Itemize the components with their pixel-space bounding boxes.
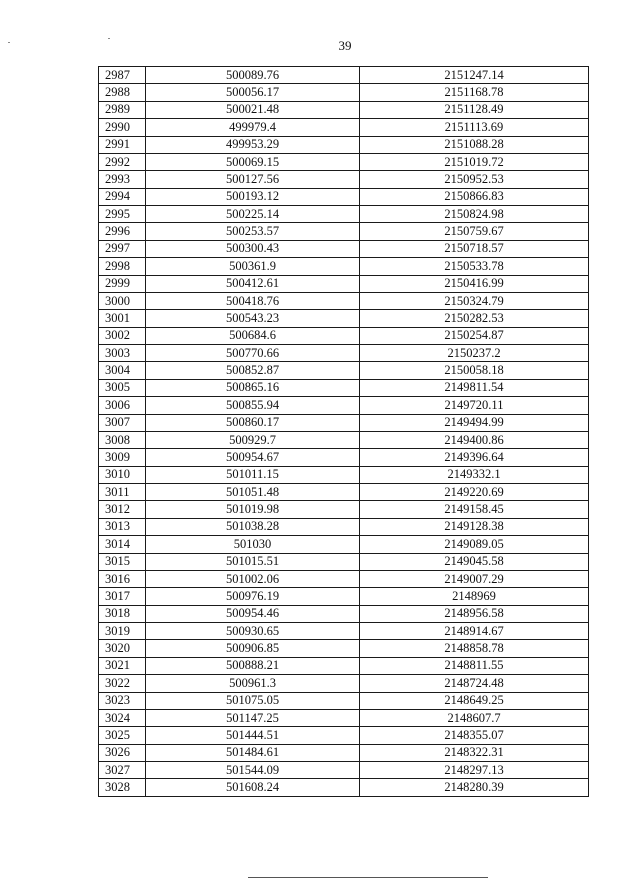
y-coordinate-cell: 2150282.53 bbox=[360, 310, 589, 327]
x-coordinate-cell: 500225.14 bbox=[146, 206, 360, 223]
x-coordinate-cell: 500930.65 bbox=[146, 623, 360, 640]
row-index-cell: 3013 bbox=[99, 518, 146, 535]
y-coordinate-cell: 2148607.7 bbox=[360, 709, 589, 726]
table-row bbox=[99, 762, 589, 779]
row-index-cell: 3017 bbox=[99, 588, 146, 605]
table-row bbox=[99, 188, 589, 205]
x-coordinate-cell: 499953.29 bbox=[146, 136, 360, 153]
coordinates-table-container bbox=[98, 66, 589, 797]
row-index-cell: 3019 bbox=[99, 623, 146, 640]
table-row bbox=[99, 692, 589, 709]
table-row bbox=[99, 101, 589, 118]
row-index-cell: 2995 bbox=[99, 206, 146, 223]
y-coordinate-cell: 2148969 bbox=[360, 588, 589, 605]
x-coordinate-cell: 500855.94 bbox=[146, 397, 360, 414]
y-coordinate-cell: 2149007.29 bbox=[360, 570, 589, 587]
x-coordinate-cell: 500852.87 bbox=[146, 362, 360, 379]
table-row bbox=[99, 397, 589, 414]
y-coordinate-cell: 2150866.83 bbox=[360, 188, 589, 205]
table-row bbox=[99, 588, 589, 605]
row-index-cell: 3004 bbox=[99, 362, 146, 379]
x-coordinate-cell: 500253.57 bbox=[146, 223, 360, 240]
y-coordinate-cell: 2148811.55 bbox=[360, 657, 589, 674]
row-index-cell: 2989 bbox=[99, 101, 146, 118]
x-coordinate-cell: 501075.05 bbox=[146, 692, 360, 709]
y-coordinate-cell: 2148914.67 bbox=[360, 623, 589, 640]
row-index-cell: 3005 bbox=[99, 379, 146, 396]
row-index-cell: 2987 bbox=[99, 67, 146, 84]
y-coordinate-cell: 2149396.64 bbox=[360, 449, 589, 466]
table-row bbox=[99, 536, 589, 553]
table-row bbox=[99, 206, 589, 223]
table-row bbox=[99, 570, 589, 587]
x-coordinate-cell: 501051.48 bbox=[146, 484, 360, 501]
y-coordinate-cell: 2151168.78 bbox=[360, 84, 589, 101]
x-coordinate-cell: 501011.15 bbox=[146, 466, 360, 483]
x-coordinate-cell: 500929.7 bbox=[146, 431, 360, 448]
row-index-cell: 3023 bbox=[99, 692, 146, 709]
table-row bbox=[99, 518, 589, 535]
y-coordinate-cell: 2148322.31 bbox=[360, 744, 589, 761]
table-row bbox=[99, 84, 589, 101]
x-coordinate-cell: 500021.48 bbox=[146, 101, 360, 118]
x-coordinate-cell: 500865.16 bbox=[146, 379, 360, 396]
row-index-cell: 3011 bbox=[99, 484, 146, 501]
table-row bbox=[99, 258, 589, 275]
row-index-cell: 2988 bbox=[99, 84, 146, 101]
y-coordinate-cell: 2149332.1 bbox=[360, 466, 589, 483]
table-row bbox=[99, 327, 589, 344]
x-coordinate-cell: 500089.76 bbox=[146, 67, 360, 84]
table-row bbox=[99, 431, 589, 448]
y-coordinate-cell: 2149400.86 bbox=[360, 431, 589, 448]
row-index-cell: 3015 bbox=[99, 553, 146, 570]
x-coordinate-cell: 500056.17 bbox=[146, 84, 360, 101]
x-coordinate-cell: 500418.76 bbox=[146, 292, 360, 309]
y-coordinate-cell: 2149158.45 bbox=[360, 501, 589, 518]
row-index-cell: 3021 bbox=[99, 657, 146, 674]
row-index-cell: 3009 bbox=[99, 449, 146, 466]
row-index-cell: 3001 bbox=[99, 310, 146, 327]
x-coordinate-cell: 500412.61 bbox=[146, 275, 360, 292]
y-coordinate-cell: 2151128.49 bbox=[360, 101, 589, 118]
table-row bbox=[99, 223, 589, 240]
x-coordinate-cell: 500954.46 bbox=[146, 605, 360, 622]
x-coordinate-cell: 500961.3 bbox=[146, 675, 360, 692]
table-row bbox=[99, 605, 589, 622]
x-coordinate-cell: 500860.17 bbox=[146, 414, 360, 431]
x-coordinate-cell: 501484.61 bbox=[146, 744, 360, 761]
y-coordinate-cell: 2148280.39 bbox=[360, 779, 589, 796]
y-coordinate-cell: 2150416.99 bbox=[360, 275, 589, 292]
y-coordinate-cell: 2150759.67 bbox=[360, 223, 589, 240]
row-index-cell: 3018 bbox=[99, 605, 146, 622]
x-coordinate-cell: 500543.23 bbox=[146, 310, 360, 327]
coordinates-table bbox=[98, 66, 589, 797]
y-coordinate-cell: 2149128.38 bbox=[360, 518, 589, 535]
x-coordinate-cell: 500069.15 bbox=[146, 153, 360, 170]
x-coordinate-cell: 500906.85 bbox=[146, 640, 360, 657]
table-row bbox=[99, 153, 589, 170]
x-coordinate-cell: 501002.06 bbox=[146, 570, 360, 587]
y-coordinate-cell: 2149720.11 bbox=[360, 397, 589, 414]
row-index-cell: 3010 bbox=[99, 466, 146, 483]
y-coordinate-cell: 2149220.69 bbox=[360, 484, 589, 501]
row-index-cell: 2991 bbox=[99, 136, 146, 153]
x-coordinate-cell: 501015.51 bbox=[146, 553, 360, 570]
table-row bbox=[99, 310, 589, 327]
page-number: 39 bbox=[338, 38, 352, 53]
x-coordinate-cell: 501019.98 bbox=[146, 501, 360, 518]
table-row bbox=[99, 553, 589, 570]
x-coordinate-cell: 500684.6 bbox=[146, 327, 360, 344]
table-row bbox=[99, 640, 589, 657]
y-coordinate-cell: 2151088.28 bbox=[360, 136, 589, 153]
table-row bbox=[99, 709, 589, 726]
y-coordinate-cell: 2148297.13 bbox=[360, 762, 589, 779]
table-row bbox=[99, 466, 589, 483]
row-index-cell: 3028 bbox=[99, 779, 146, 796]
y-coordinate-cell: 2150952.53 bbox=[360, 171, 589, 188]
y-coordinate-cell: 2149494.99 bbox=[360, 414, 589, 431]
row-index-cell: 3025 bbox=[99, 727, 146, 744]
y-coordinate-cell: 2150824.98 bbox=[360, 206, 589, 223]
table-row bbox=[99, 379, 589, 396]
y-coordinate-cell: 2150058.18 bbox=[360, 362, 589, 379]
x-coordinate-cell: 501147.25 bbox=[146, 709, 360, 726]
y-coordinate-cell: 2150254.87 bbox=[360, 327, 589, 344]
row-index-cell: 3014 bbox=[99, 536, 146, 553]
x-coordinate-cell: 501038.28 bbox=[146, 518, 360, 535]
x-coordinate-cell: 500954.67 bbox=[146, 449, 360, 466]
row-index-cell: 3007 bbox=[99, 414, 146, 431]
x-coordinate-cell: 500127.56 bbox=[146, 171, 360, 188]
table-row bbox=[99, 171, 589, 188]
row-index-cell: 2999 bbox=[99, 275, 146, 292]
y-coordinate-cell: 2148858.78 bbox=[360, 640, 589, 657]
footer-rule bbox=[248, 877, 488, 878]
y-coordinate-cell: 2149045.58 bbox=[360, 553, 589, 570]
y-coordinate-cell: 2148724.48 bbox=[360, 675, 589, 692]
table-row bbox=[99, 345, 589, 362]
row-index-cell: 2994 bbox=[99, 188, 146, 205]
table-row bbox=[99, 414, 589, 431]
table-row bbox=[99, 779, 589, 796]
x-coordinate-cell: 500193.12 bbox=[146, 188, 360, 205]
table-row bbox=[99, 362, 589, 379]
row-index-cell: 3024 bbox=[99, 709, 146, 726]
row-index-cell: 2993 bbox=[99, 171, 146, 188]
table-row bbox=[99, 119, 589, 136]
y-coordinate-cell: 2151247.14 bbox=[360, 67, 589, 84]
row-index-cell: 3003 bbox=[99, 345, 146, 362]
row-index-cell: 3008 bbox=[99, 431, 146, 448]
x-coordinate-cell: 500361.9 bbox=[146, 258, 360, 275]
row-index-cell: 3000 bbox=[99, 292, 146, 309]
row-index-cell: 3012 bbox=[99, 501, 146, 518]
row-index-cell: 2992 bbox=[99, 153, 146, 170]
row-index-cell: 2990 bbox=[99, 119, 146, 136]
table-row bbox=[99, 67, 589, 84]
table-row bbox=[99, 623, 589, 640]
row-index-cell: 2997 bbox=[99, 240, 146, 257]
y-coordinate-cell: 2150324.79 bbox=[360, 292, 589, 309]
x-coordinate-cell: 501444.51 bbox=[146, 727, 360, 744]
table-row bbox=[99, 727, 589, 744]
y-coordinate-cell: 2149089.05 bbox=[360, 536, 589, 553]
y-coordinate-cell: 2150237.2 bbox=[360, 345, 589, 362]
y-coordinate-cell: 2151019.72 bbox=[360, 153, 589, 170]
table-row bbox=[99, 275, 589, 292]
x-coordinate-cell: 499979.4 bbox=[146, 119, 360, 136]
row-index-cell: 3020 bbox=[99, 640, 146, 657]
y-coordinate-cell: 2148956.58 bbox=[360, 605, 589, 622]
row-index-cell: 2996 bbox=[99, 223, 146, 240]
y-coordinate-cell: 2149811.54 bbox=[360, 379, 589, 396]
table-row bbox=[99, 484, 589, 501]
y-coordinate-cell: 2151113.69 bbox=[360, 119, 589, 136]
row-index-cell: 3016 bbox=[99, 570, 146, 587]
row-index-cell: 3006 bbox=[99, 397, 146, 414]
x-coordinate-cell: 501608.24 bbox=[146, 779, 360, 796]
table-row bbox=[99, 657, 589, 674]
table-row bbox=[99, 449, 589, 466]
y-coordinate-cell: 2148649.25 bbox=[360, 692, 589, 709]
table-row bbox=[99, 744, 589, 761]
row-index-cell: 3002 bbox=[99, 327, 146, 344]
row-index-cell: 3027 bbox=[99, 762, 146, 779]
x-coordinate-cell: 500300.43 bbox=[146, 240, 360, 257]
x-coordinate-cell: 501544.09 bbox=[146, 762, 360, 779]
row-index-cell: 2998 bbox=[99, 258, 146, 275]
y-coordinate-cell: 2148355.07 bbox=[360, 727, 589, 744]
table-row bbox=[99, 675, 589, 692]
row-index-cell: 3026 bbox=[99, 744, 146, 761]
row-index-cell: 3022 bbox=[99, 675, 146, 692]
x-coordinate-cell: 500888.21 bbox=[146, 657, 360, 674]
x-coordinate-cell: 500770.66 bbox=[146, 345, 360, 362]
table-row bbox=[99, 136, 589, 153]
table-row bbox=[99, 240, 589, 257]
y-coordinate-cell: 2150718.57 bbox=[360, 240, 589, 257]
coordinates-table-body bbox=[99, 67, 589, 797]
x-coordinate-cell: 500976.19 bbox=[146, 588, 360, 605]
table-row bbox=[99, 501, 589, 518]
x-coordinate-cell: 501030 bbox=[146, 536, 360, 553]
table-row bbox=[99, 292, 589, 309]
y-coordinate-cell: 2150533.78 bbox=[360, 258, 589, 275]
